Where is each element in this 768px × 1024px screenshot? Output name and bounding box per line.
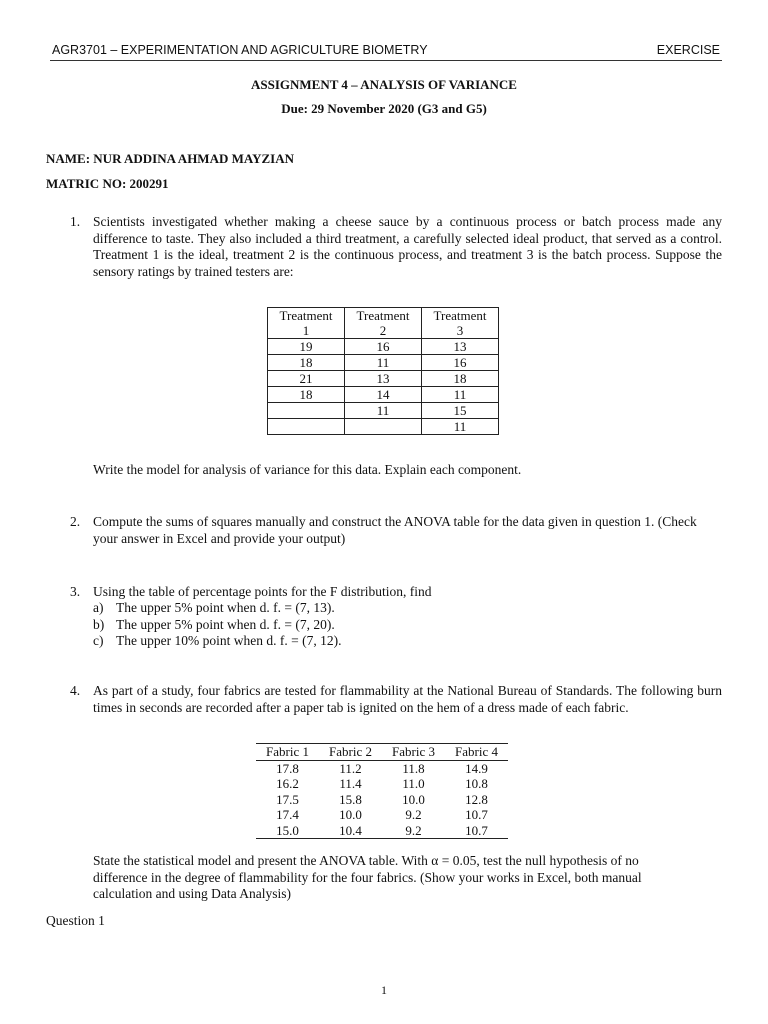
table-cell: 10.7 xyxy=(465,807,488,822)
table-row xyxy=(256,807,508,823)
table-cell: 11 xyxy=(345,403,422,419)
question-2 xyxy=(46,514,722,547)
table-cell: 16 xyxy=(345,339,422,355)
course-title: AGR3701 – EXPERIMENTATION AND AGRICULTURE BIOMETRY xyxy=(52,43,428,57)
table-row xyxy=(268,371,499,387)
table-cell: 9.2 xyxy=(405,807,422,822)
table-header-cell: Fabric 4 xyxy=(445,744,508,761)
table-cell: 17.4 xyxy=(276,807,299,822)
table-cell: 10.4 xyxy=(319,823,382,839)
question-number: 1. xyxy=(70,214,81,229)
table-row xyxy=(268,339,499,355)
subitem-text: The upper 5% point when d. f. = (7, 20). xyxy=(116,616,335,632)
subitem-letter: b) xyxy=(93,616,105,632)
table-cell xyxy=(268,403,345,419)
table-cell: 11.2 xyxy=(339,760,362,776)
question-number: 2. xyxy=(70,514,81,529)
table-cell: 18 xyxy=(268,355,345,371)
subitem-a xyxy=(93,600,341,617)
table-cell: 11.8 xyxy=(402,760,425,776)
table-cell: 14 xyxy=(345,387,422,403)
table-cell xyxy=(345,419,422,435)
table-cell: 16.2 xyxy=(276,776,299,791)
table-cell: 19 xyxy=(268,339,345,355)
question-text: Scientists investigated whether making a cheese sauce by a continuous process or batch process made any difference to taste. They also included a third treatment, a carefully selected ideal product, that served as a control. Treatment 1 is the ideal, treatment 2 is the continuous process, and treatment 3 is the batch process. Suppose the sensory ratings by trained testers are: xyxy=(93,214,722,279)
table-cell: 11 xyxy=(422,419,499,435)
q4-followup-block xyxy=(46,853,722,903)
table-cell: 18 xyxy=(268,387,345,403)
table-cell: 10.0 xyxy=(402,791,425,807)
page-header xyxy=(50,42,722,61)
table-cell: 15 xyxy=(422,403,499,419)
table-row xyxy=(268,387,499,403)
table-cell: 15.0 xyxy=(256,823,319,839)
table-row xyxy=(268,403,499,419)
table-header-cell: Treatment 2 xyxy=(345,308,422,339)
table-cell: 17.5 xyxy=(276,791,299,807)
table-cell: 14.9 xyxy=(465,760,488,776)
table-cell: 11.0 xyxy=(402,776,425,791)
table-header-cell: Fabric 2 xyxy=(319,744,382,761)
question-text: Compute the sums of squares manually and construct the ANOVA table for the data given in question 1. (Check your answer in Excel and provide your output) xyxy=(93,514,697,546)
subitem-c xyxy=(93,633,341,650)
subitem-text: The upper 10% point when d. f. = (7, 12). xyxy=(116,633,342,648)
page-number: 1 xyxy=(381,983,387,997)
table-cell: 13 xyxy=(422,339,499,355)
table-cell: 16 xyxy=(422,355,499,371)
table-header-cell: Fabric 1 xyxy=(256,744,319,761)
treatment-table xyxy=(267,307,499,435)
table-cell: 10.8 xyxy=(465,776,488,791)
table-cell: 10.0 xyxy=(339,807,362,822)
table-cell: 15.8 xyxy=(339,791,362,807)
table-cell: 10.7 xyxy=(445,823,508,839)
table-cell: 11 xyxy=(345,355,422,371)
question-text: Using the table of percentage points for the F distribution, find xyxy=(93,584,432,599)
table-header-cell: Fabric 3 xyxy=(382,744,445,761)
table-cell: 11 xyxy=(422,387,499,403)
table-header-row xyxy=(256,744,508,761)
matric-number: MATRIC NO: 200291 xyxy=(46,176,169,191)
table-row xyxy=(256,823,508,839)
subitem-b xyxy=(93,617,341,634)
student-name: NAME: NUR ADDINA AHMAD MAYZIAN xyxy=(46,151,294,166)
fabric-table xyxy=(256,743,508,839)
table-cell: 9.2 xyxy=(382,823,445,839)
table-row xyxy=(256,776,508,792)
q4-followup: State the statistical model and present the ANOVA table. With α = 0.05, test the null hypothesis of no difference in the degree of flammability for the four fabrics. (Show your works in Excel, both manual calculation and using Data Analysis) xyxy=(93,853,642,901)
table-cell: 13 xyxy=(345,371,422,387)
table-row xyxy=(268,419,499,435)
question-1 xyxy=(46,214,722,280)
table-cell: 11.4 xyxy=(339,776,362,791)
question-text: As part of a study, four fabrics are tested for flammability at the National Bureau of Standards. The following burn times in seconds are recorded after a paper tab is ignited on the hem of a dress made of each fabric. xyxy=(93,683,722,715)
table-header-cell: Treatment 1 xyxy=(268,308,345,339)
subitem-text: The upper 5% point when d. f. = (7, 13). xyxy=(116,600,335,615)
table-row xyxy=(256,760,508,776)
table-header-row xyxy=(268,308,499,339)
assignment-title: ASSIGNMENT 4 – ANALYSIS OF VARIANCE xyxy=(251,77,517,92)
answer-heading: Question 1 xyxy=(46,913,105,928)
subitem-letter: a) xyxy=(93,600,104,615)
question-3 xyxy=(46,584,722,601)
table-cell: 17.8 xyxy=(276,760,299,776)
header-type: EXERCISE xyxy=(656,43,720,57)
due-date: Due: 29 November 2020 (G3 and G5) xyxy=(281,101,487,116)
table-cell: 12.8 xyxy=(465,791,488,807)
table-header-cell: Treatment 3 xyxy=(422,308,499,339)
question-number: 3. xyxy=(70,584,81,599)
table-cell: 21 xyxy=(268,371,345,387)
table-cell: 18 xyxy=(422,371,499,387)
question-number: 4. xyxy=(70,683,81,698)
subitem-letter: c) xyxy=(93,633,104,648)
table-row xyxy=(256,792,508,808)
q1-followup: Write the model for analysis of variance for this data. Explain each component. xyxy=(93,462,522,477)
table-row xyxy=(268,355,499,371)
q3-subitems xyxy=(93,600,341,650)
table-cell xyxy=(268,419,345,435)
question-4 xyxy=(46,683,722,716)
